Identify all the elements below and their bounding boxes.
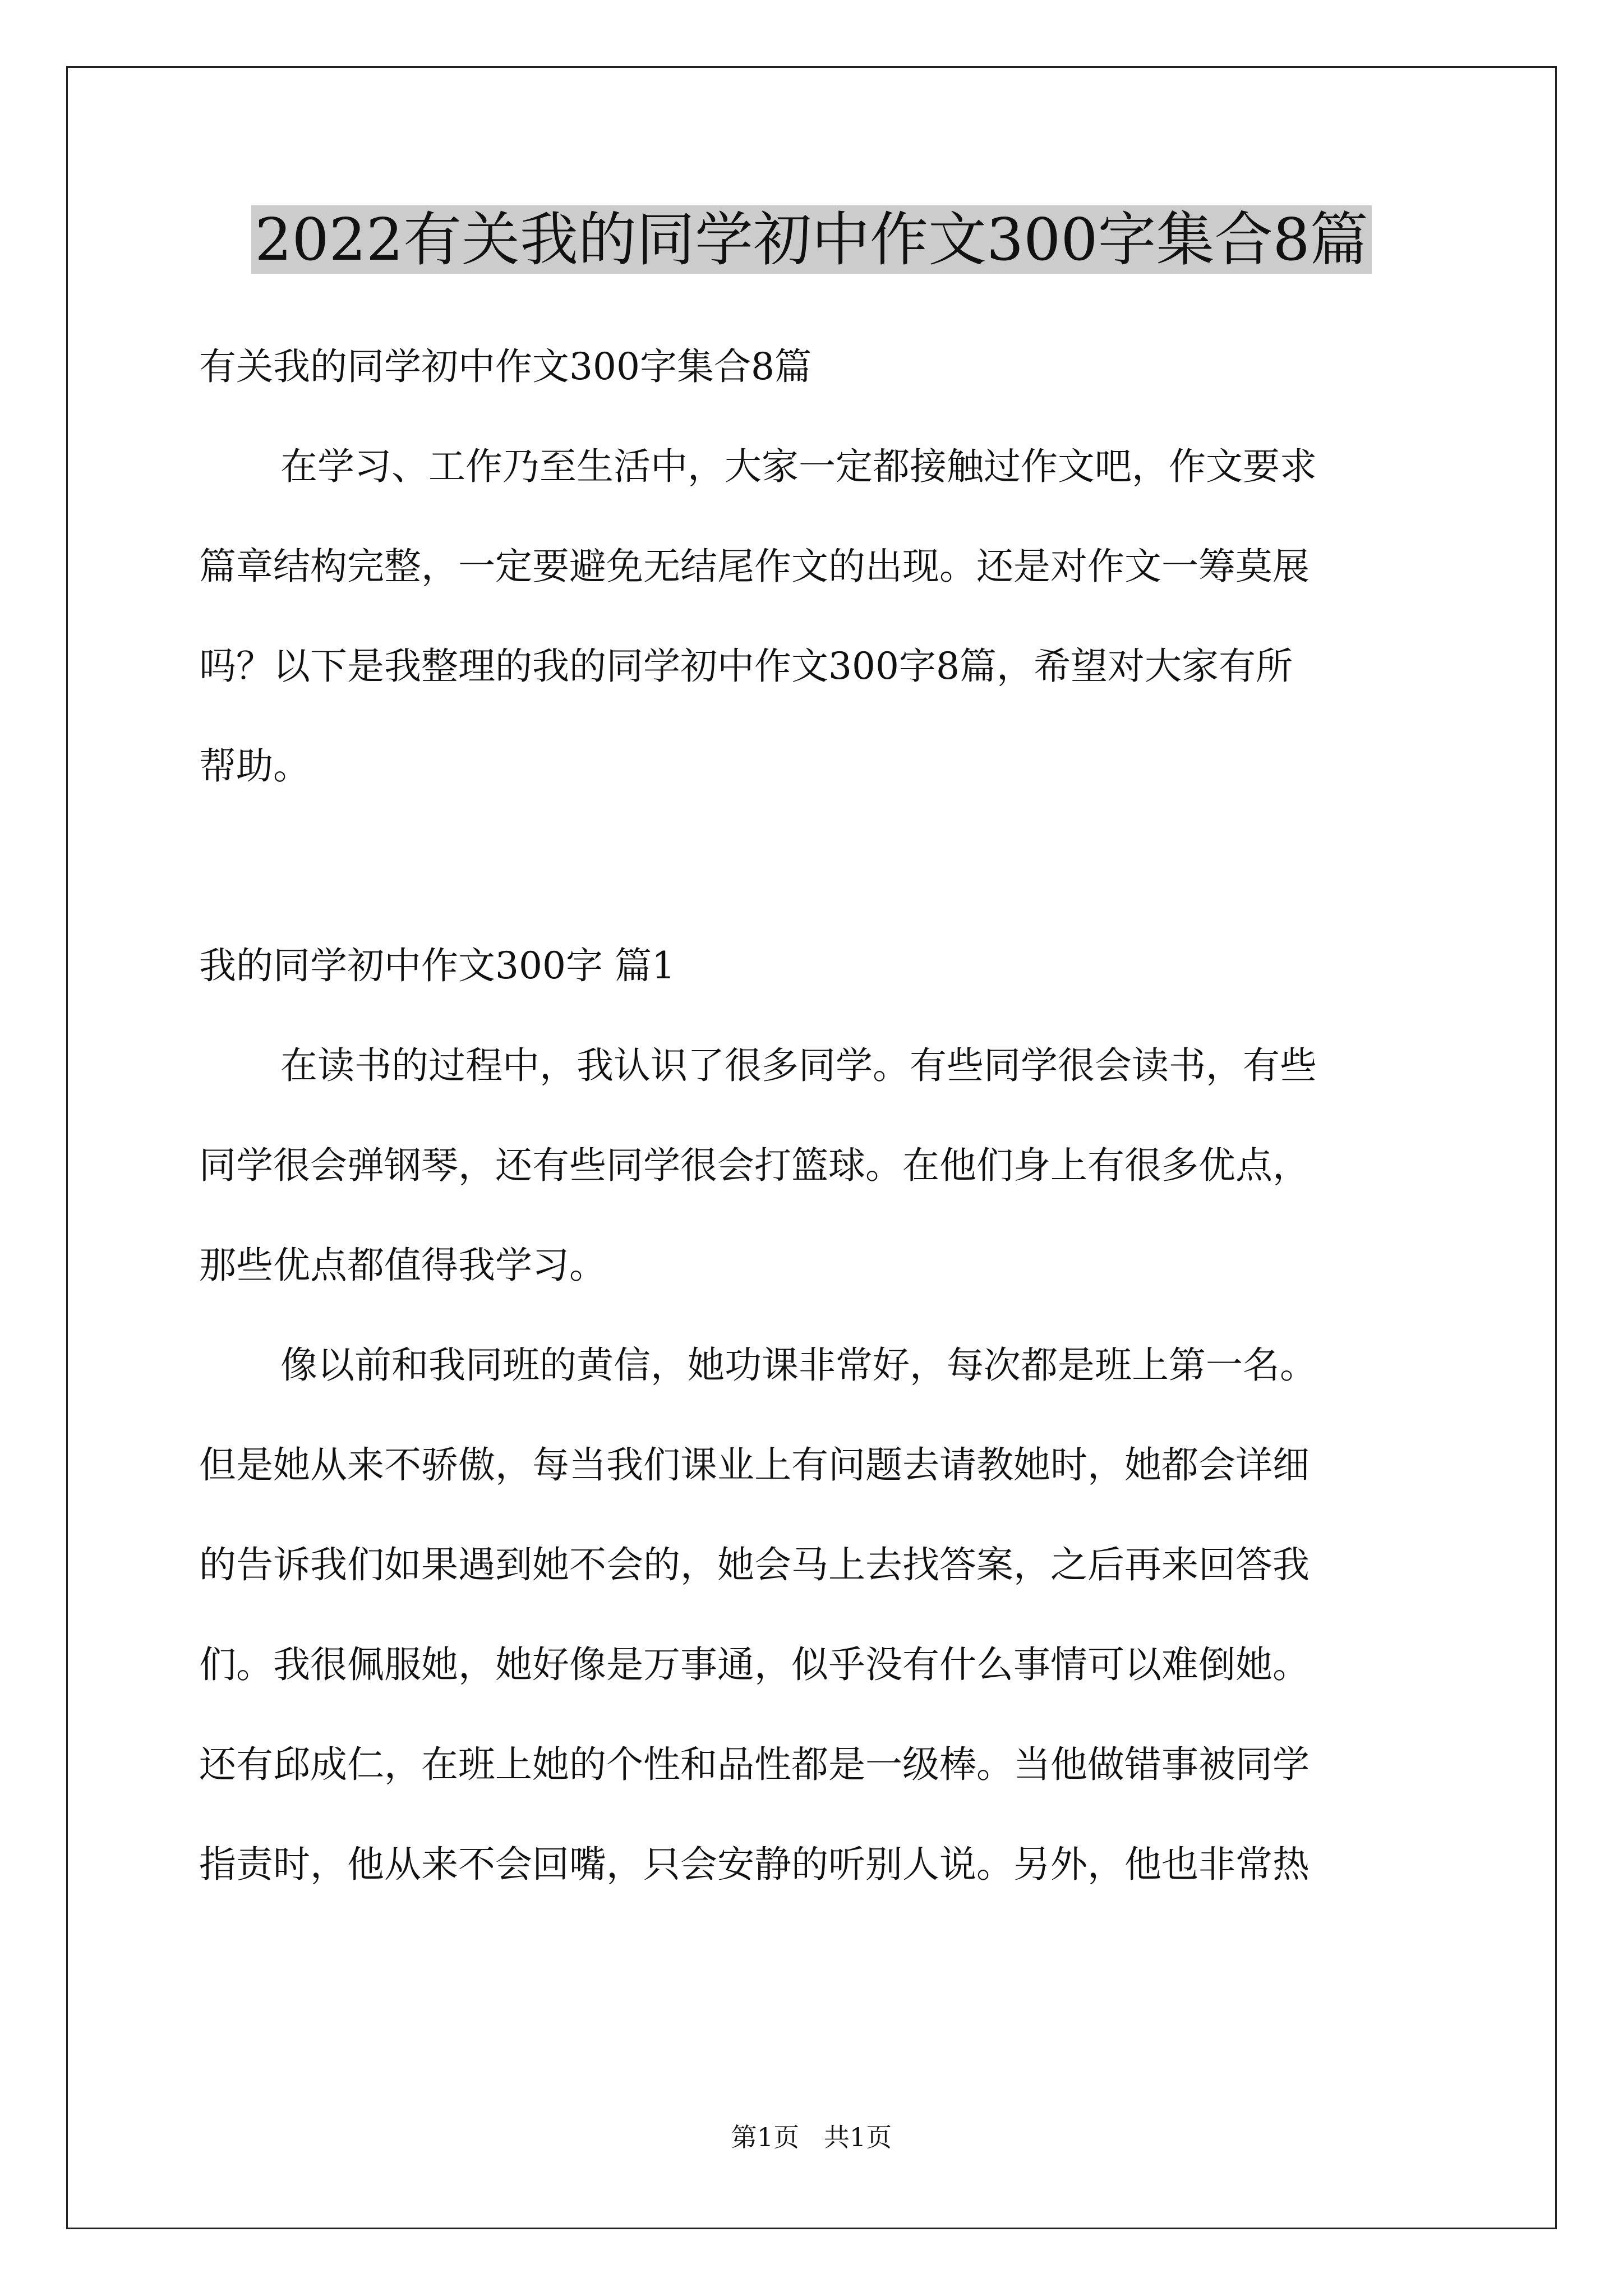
blank-line bbox=[199, 816, 1433, 916]
document-subtitle: 有关我的同学初中作文300字集合8篇 bbox=[199, 345, 811, 388]
document-title-text: 2022有关我的同学初中作文300字集合8篇 bbox=[251, 205, 1371, 274]
intro-line: 篇章结构完整，一定要避免无结尾作文的出现。还是对作文一筹莫展 bbox=[199, 545, 1310, 588]
paragraph-line: 还有邱成仁，在班上她的个性和品性都是一级棒。当他做错事被同学 bbox=[199, 1743, 1310, 1786]
paragraph-line: 的告诉我们如果遇到她不会的，她会马上去找答案，之后再来回答我 bbox=[199, 1543, 1310, 1586]
paragraph-line: 指责时，他从来不会回嘴，只会安静的听别人说。另外，他也非常热 bbox=[199, 1843, 1310, 1886]
paragraph-line: 像以前和我同班的黄信，她功课非常好，每次都是班上第一名。 bbox=[280, 1343, 1317, 1387]
paragraph-line: 那些优点都值得我学习。 bbox=[199, 1244, 606, 1287]
intro-line: 在学习、工作乃至生活中，大家一定都接触过作文吧，作文要求 bbox=[280, 445, 1317, 488]
document-body bbox=[199, 317, 1433, 1915]
section-heading: 我的同学初中作文300字 篇1 bbox=[199, 944, 675, 987]
intro-line: 帮助。 bbox=[199, 744, 310, 788]
paragraph-line: 们。我很佩服她，她好像是万事通，似乎没有什么事情可以难倒她。 bbox=[199, 1643, 1310, 1686]
paragraph-line: 但是她从来不骄傲，每当我们课业上有问题去请教她时，她都会详细 bbox=[199, 1443, 1310, 1487]
page-footer: 第1页 共1页 bbox=[731, 2122, 892, 2152]
intro-line: 吗？以下是我整理的我的同学初中作文300字8篇，希望对大家有所 bbox=[199, 645, 1293, 688]
paragraph-line: 同学很会弹钢琴，还有些同学很会打篮球。在他们身上有很多优点， bbox=[199, 1144, 1310, 1187]
document-title bbox=[0, 197, 1623, 282]
paragraph-line: 在读书的过程中，我认识了很多同学。有些同学很会读书，有些 bbox=[280, 1044, 1317, 1087]
